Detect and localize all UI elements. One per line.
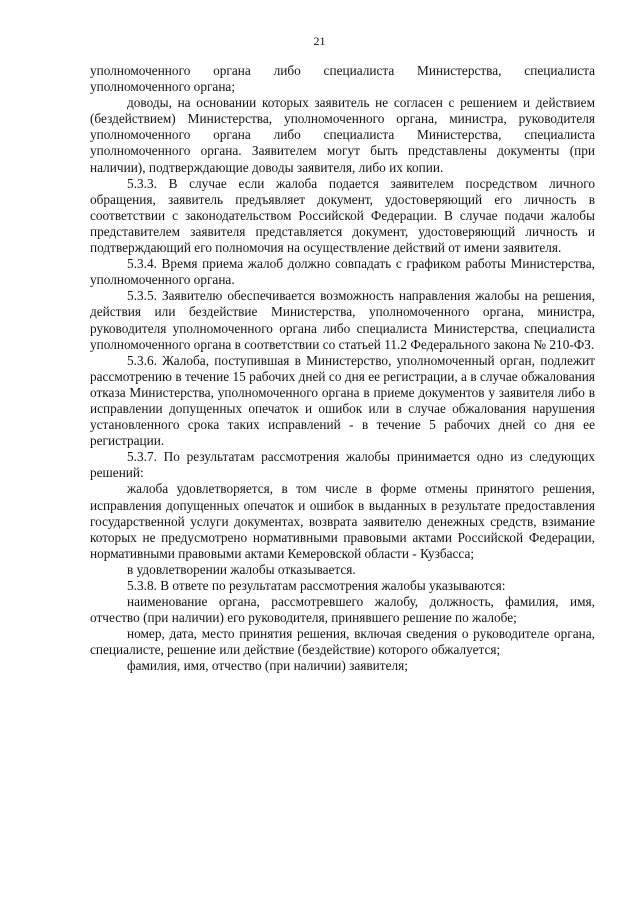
paragraph-arguments: доводы, на основании которых заявитель не согласен с решением и действием (бездействием) Министерства, уполномоченного органа, министра, руководителя уполномоченного органа либо специалиста Министерства, специалиста уполномоченного органа. Заявителем могут быть представлены документы (при наличии), подтверждающие доводы заявителя, либо их копии. [90, 95, 595, 175]
paragraph-5-3-8: 5.3.8. В ответе по результатам рассмотрения жалобы указываются: [127, 578, 506, 593]
page-number: 21 [313, 34, 326, 48]
paragraph-5-3-4: 5.3.4. Время приема жалоб должно совпадать с графиком работы Министерства, уполномоченного органа. [90, 256, 595, 288]
paragraph-decision-details: номер, дата, место принятия решения, включая сведения о руководителе органа, специалисте, решение или действие (бездействие) которого обжалуется; [90, 626, 595, 658]
paragraph-5-3-7: 5.3.7. По результатам рассмотрения жалобы принимается одно из следующих решений: [90, 449, 595, 481]
paragraph-5-3-3: 5.3.3. В случае если жалоба подается заявителем посредством личного обращения, заявитель предъявляет документ, удостоверяющий его личность в соответствии с законодательством Российской Федерации. В случае подачи жалобы представителем заявителя представляется документ, удостоверяющий личность и подтверждающий его полномочия на осуществление действий от имени заявителя. [90, 175, 595, 256]
paragraph-5-3-5: 5.3.5. Заявителю обеспечивается возможность направления жалобы на решения, действия или бездействие Министерства, уполномоченного органа, министра, руководителя уполномоченного органа либо специалиста Министерства, специалиста уполномоченного органа в соответствии со статьей 11.2 Федерального закона № 210-ФЗ. [90, 288, 595, 352]
paragraph-complaint-satisfied: жалоба удовлетворяется, в том числе в форме отмены принятого решения, исправления допущенных опечаток и ошибок в выданных в результате предоставления государственной услуги документах, возврата заявителю денежных средств, взимание которых не предусмотрено нормативными правовыми актами Российской Федерации, нормативными правовыми актами Кемеровской области - Кузбасса; [90, 481, 595, 561]
paragraph-body-name: наименование органа, рассмотревшего жалобу, должность, фамилия, имя, отчество (при наличии) его руководителя, принявшего решение по жалобе; [90, 594, 595, 626]
paragraph-authorized-body-continuation: уполномоченного органа либо специалиста Министерства, специалиста уполномоченного органа; [90, 63, 595, 95]
paragraph-complaint-refused: в удовлетворении жалобы отказывается. [127, 561, 356, 577]
paragraph-applicant-name: фамилия, имя, отчество (при наличии) заявителя; [127, 658, 408, 674]
body-text [90, 63, 595, 675]
paragraph-5-3-6: 5.3.6. Жалоба, поступившая в Министерство, уполномоченный орган, подлежит рассмотрению в течение 15 рабочих дней со дня ее регистрации, а в случае обжалования отказа Министерства, уполномоченного органа в приеме документов у заявителя либо в исправлении допущенных опечаток и ошибок или в случае обжалования нарушения установленного срока таких исправлений - в течение 5 рабочих дней со дня ее регистрации. [90, 352, 595, 449]
